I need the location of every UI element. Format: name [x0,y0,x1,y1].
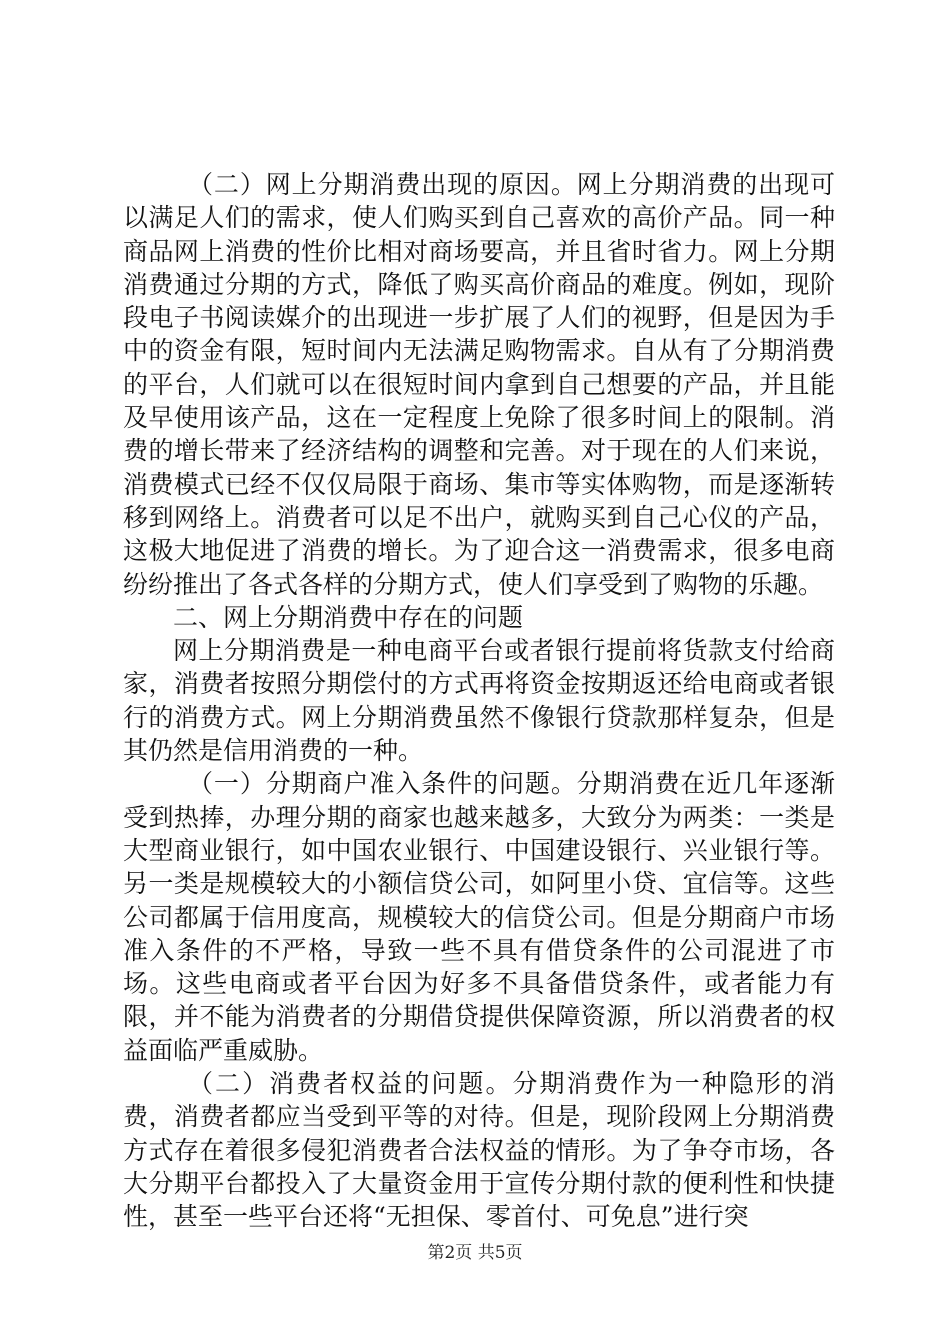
paragraph-causes: （二）网上分期消费出现的原因。网上分期消费的出现可以满足人们的需求，使人们购买到自己喜欢的高价产品。同一种商品网上消费的性价比相对商场要高，并且省时省力。网上分期消费通过分期的方式，降低了购买高价商品的难度。例如，现阶段电子书阅读媒介的出现进一步扩展了人们的视野，但是因为手中的资金有限，短时间内无法满足购物需求。自从有了分期消费的平台，人们就可以在很短时间内拿到自己想要的产品，并且能及早使用该产品，这在一定程度上免除了很多时间上的限制。消费的增长带来了经济结构的调整和完善。对于现在的人们来说，消费模式已经不仅仅局限于商场、集市等实体购物，而是逐渐转移到网络上。消费者可以足不出户，就购买到自己心仪的产品，这极大地促进了消费的增长。为了迎合这一消费需求，很多电商纷纷推出了各式各样的分期方式，使人们享受到了购物的乐趣。 [123,170,835,599]
paragraph-definition: 网上分期消费是一种电商平台或者银行提前将货款支付给商家，消费者按照分期偿付的方式再将资金按期返还给电商或者银行的消费方式。网上分期消费虽然不像银行贷款那样复杂，但是其仍然是信用消费的一种。 [123,636,835,766]
document-body [123,168,835,1234]
section-heading-problems: 二、网上分期消费中存在的问题 [173,602,524,632]
page-number-footer: 第2页 共5页 [427,1243,523,1263]
paragraph-consumer-rights: （二）消费者权益的问题。分期消费作为一种隐形的消费，消费者都应当受到平等的对待。但是，现阶段网上分期消费方式存在着很多侵犯消费者合法权益的情形。为了争夺市场，各大分期平台都投入了大量资金用于宣传分期付款的便利性和快捷性，甚至一些平台还将“无担保、零首付、可免息”进行突 [123,1069,835,1232]
paragraph-merchant-access: （一）分期商户准入条件的问题。分期消费在近几年逐渐受到热捧，办理分期的商家也越来越多，大致分为两类：一类是大型商业银行，如中国农业银行、中国建设银行、兴业银行等。另一类是规模较大的小额信贷公司，如阿里小贷、宜信等。这些公司都属于信用度高，规模较大的信贷公司。但是分期商户市场准入条件的不严格，导致一些不具有借贷条件的公司混进了市场。这些电商或者平台因为好多不具备借贷条件，或者能力有限，并不能为消费者的分期借贷提供保障资源，所以消费者的权益面临严重威胁。 [123,769,835,1065]
